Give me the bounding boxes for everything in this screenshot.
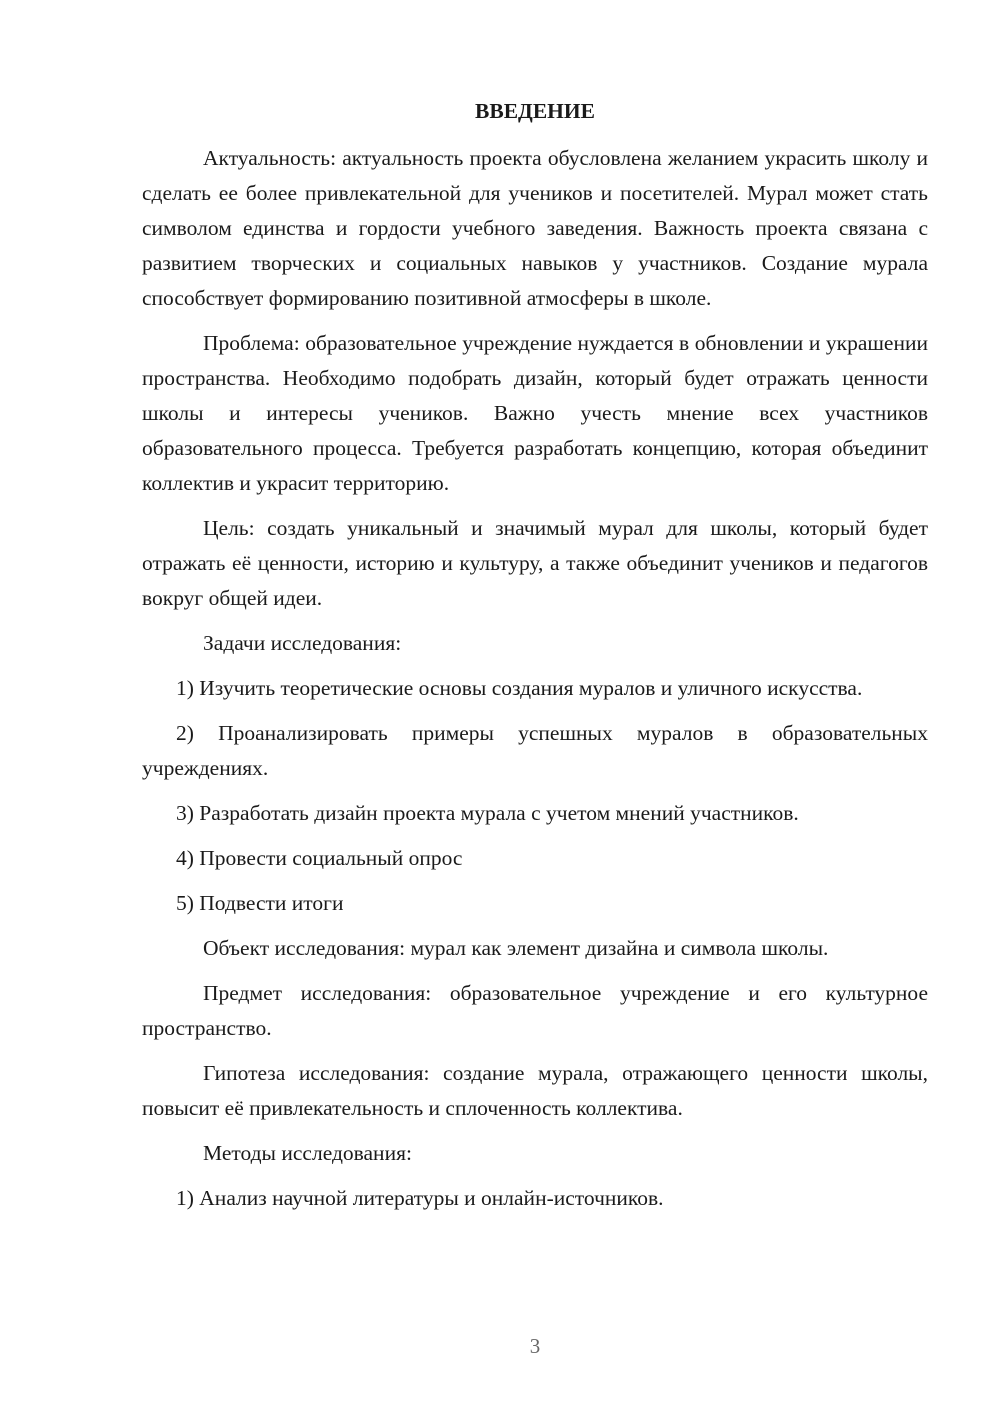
methods-heading: Методы исследования:	[203, 1141, 412, 1165]
object-paragraph: Объект исследования: мурал как элемент дизайна и символа школы.	[203, 936, 829, 960]
task-item: 3) Разработать дизайн проекта мурала с учетом мнений участников.	[176, 801, 799, 825]
task-item: 1) Изучить теоретические основы создания муралов и уличного искусства.	[176, 676, 863, 700]
task-item: 5) Подвести итоги	[176, 891, 344, 915]
page-title: ВВЕДЕНИЕ	[475, 99, 595, 123]
relevance-paragraph: Актуальность: актуальность проекта обусловлена желанием украсить школу и сделать ее более привлекательной для учеников и посетителей. Мурал может стать символом единства и гордости учебного заведения. Важность проекта связана с развитием творческих и социальных навыков у участников. Создание мурала способствует формированию позитивной атмосферы в школе.	[142, 146, 928, 310]
method-item: 1) Анализ научной литературы и онлайн-источников.	[176, 1186, 664, 1210]
page-number: 3	[529, 1334, 541, 1358]
hypothesis-paragraph: Гипотеза исследования: создание мурала, отражающего ценности школы, повысит её привлекательность и сплоченность коллектива.	[142, 1061, 928, 1120]
subject-paragraph: Предмет исследования: образовательное учреждение и его культурное пространство.	[142, 981, 928, 1040]
problem-paragraph: Проблема: образовательное учреждение нуждается в обновлении и украшении пространства. Необходимо подобрать дизайн, который будет отражать ценности школы и интересы учеников. Важно учесть мнение всех участников образовательного процесса. Требуется разработать концепцию, которая объединит коллектив и украсит территорию.	[142, 331, 928, 495]
page-content	[142, 94, 928, 1226]
goal-paragraph: Цель: создать уникальный и значимый мурал для школы, который будет отражать её ценности, историю и культуру, а также объединит учеников и педагогов вокруг общей идеи.	[142, 516, 928, 610]
task-item: 4) Провести социальный опрос	[176, 846, 463, 870]
tasks-heading: Задачи исследования:	[203, 631, 402, 655]
task-item: 2) Проанализировать примеры успешных муралов в образовательных учреждениях.	[142, 721, 928, 780]
